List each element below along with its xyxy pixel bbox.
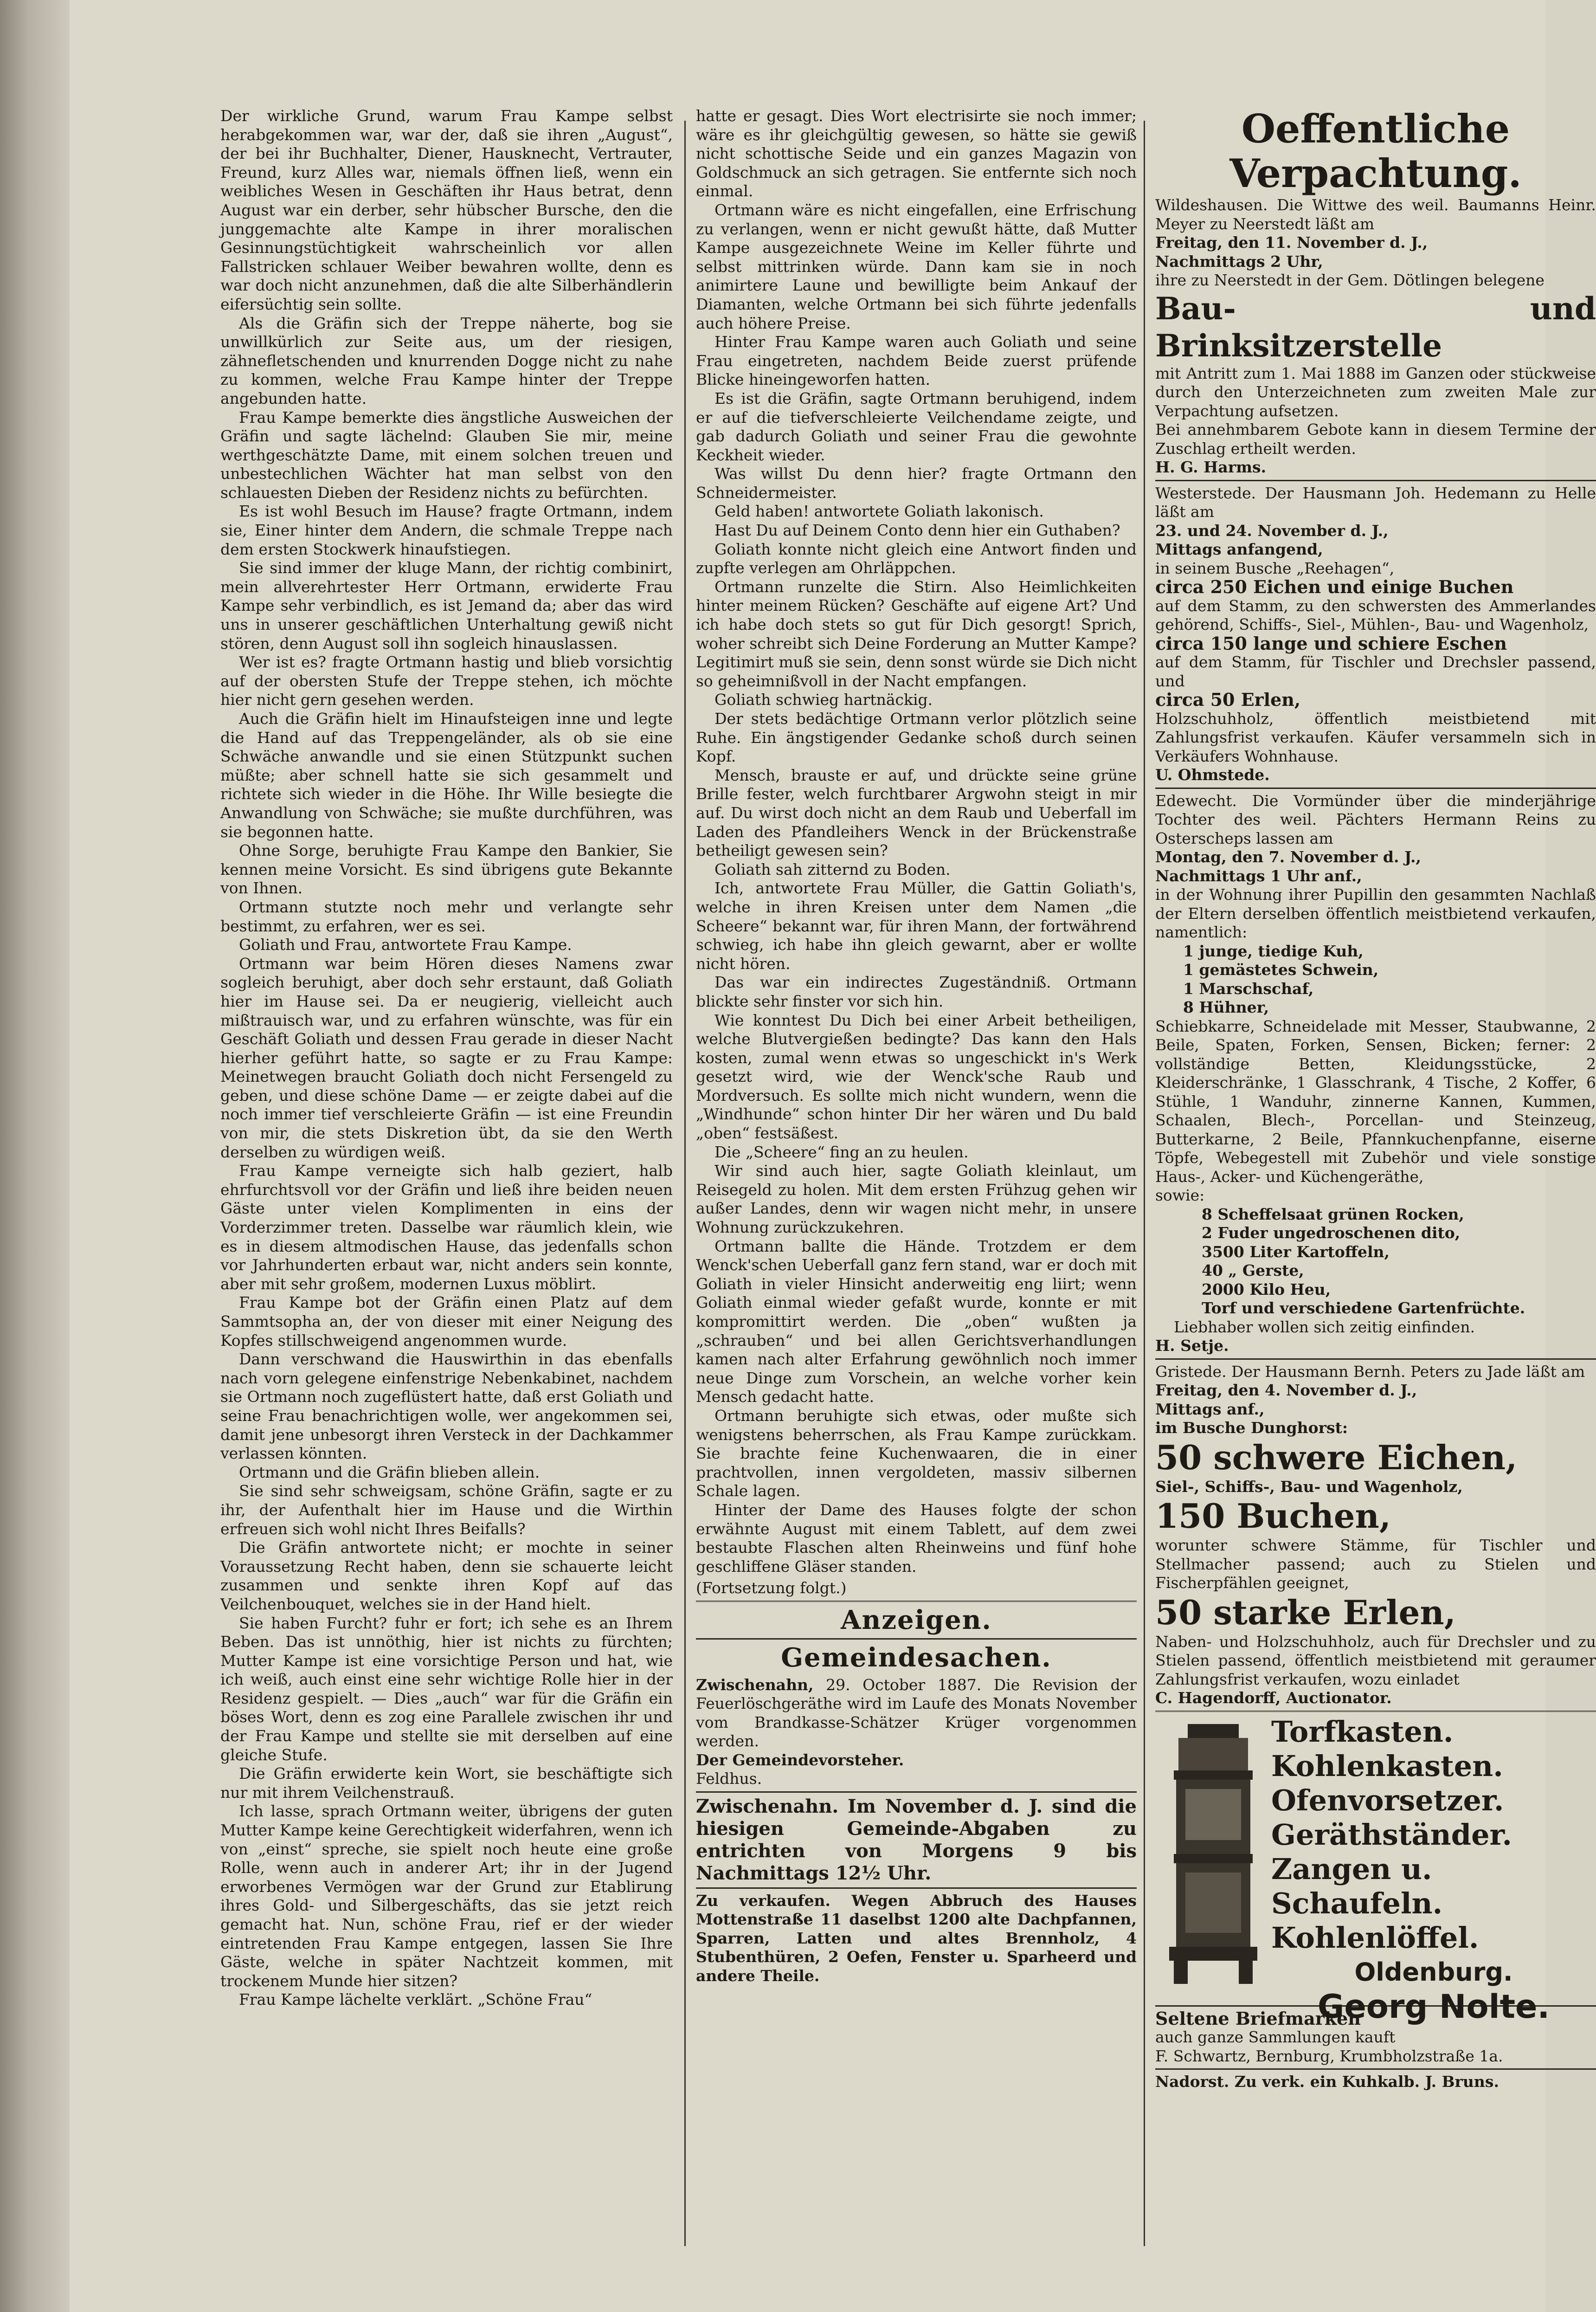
section-divider <box>696 1638 1137 1640</box>
ad-mid: in der Wohnung ihrer Pupillin den gesammten Nachlaß der Eltern derselben öffentlich meistbietend verkaufen, namentlich: <box>1155 885 1596 941</box>
ad-address: F. Schwartz, Bernburg, Krumbholzstraße 1a. <box>1155 2047 1503 2065</box>
story-paragraph: Die „Scheere“ fing an zu heulen. <box>714 1143 969 1161</box>
ad-body: Schiebkarre, Schneidelade mit Messer, Staubwanne, 2 Beile, Spaten, Forken, Sensen, Bicken; ferner: 2 vollständige Betten, Kleidungsstücke, 2 Kleiderschränke, 1 Glasschrank, 4 Tische, 2 Koffer, 6 Stühle, 1 Wanduhr, zinnerne Kannen, Kummen, Schaalen, Blech-, Porcellan- und Steinzeug, Butterkarne, 2 Beile, Pfannkuchenpfanne, eiserne Töpfe, Webegestell mit Zubehör und viele sonstige Haus-, Acker- und Küchengeräthe, <box>1155 1017 1596 1186</box>
story-paragraph: Mensch, brauste er auf, und drückte seine grüne Brille fester, welch furchtbarer Argwohn steigt in mir auf. Du wirst doch nicht an dem Raub und Ueberfall im Laden des Pfandleihers Wenck in der Brückenstraße betheiligt gewesen sein? <box>696 766 1137 860</box>
ad-item: 8 Scheffelsaat grünen Rocken, <box>1202 1205 1464 1223</box>
ad-item: circa 150 lange und schiere Eschen <box>1155 633 1507 654</box>
ad-signature-name: Feldhus. <box>696 1770 762 1788</box>
ad-lead: Gristede. Der Hausmann Bernh. Peters zu Jade läßt am <box>1155 1362 1585 1381</box>
ad-item-detail: worunter schwere Stämme, für Tischler und Stellmacher passend; auch zu Stielen und Fischerpfählen geeignet, <box>1155 1536 1596 1592</box>
column-divider <box>1144 121 1145 2246</box>
story-paragraph: Goliath sah zitternd zu Boden. <box>714 860 951 878</box>
ad-item-detail: Holzschuhholz, öffentlich meistbietend mit Zahlungsfrist verkaufen. Käufer versammeln sich in Verkäufers Wohnhause. <box>1155 709 1596 765</box>
ad-signature: H. Setje. <box>1155 1337 1229 1355</box>
section-divider <box>696 1601 1137 1602</box>
ad-time: Nachmittags 1 Uhr anf., <box>1155 866 1362 885</box>
story-paragraph: Ich, antwortete Frau Müller, die Gattin Goliath's, welche in ihren Kreisen unter dem Namen „die Scheere“ bekannt war, für ihren Mann, der fortwährend schwieg, ich habe ihn gleich gewarnt, aber er wollte nicht hören. <box>696 879 1137 973</box>
story-paragraph: Frau Kampe verneigte sich halb geziert, halb ehrfurchtsvoll vor der Gräfin und ließ ihre beiden neuen Gäste unter vielen Komplimenten in eins der Vorderzimmer treten. Dasselbe war räumlich klein, wie es in diesem altmodischen Hause, das jedenfalls schon vor Jahrhunderten erbaut war, nicht anders sein konnte, aber mit sehr großem, modernen Luxus möblirt. <box>220 1162 673 1293</box>
ad-title: Bau- und Brinksitzerstelle <box>1155 290 1596 364</box>
ad-text: Zu verkaufen. Wegen Abbruch des Hauses Mottenstraße 11 daselbst 1200 alte Dachpfannen, Sparren, Latten und altes Brennholz, 4 Stubenthüren, 2 Oefen, Fenster u. Sparheerd und andere Theile. <box>696 1891 1137 1985</box>
ad-item: 3500 Liter Kartoffeln, <box>1202 1242 1390 1261</box>
story-paragraph: Dann verschwand die Hauswirthin in das ebenfalls nach vorn gelegene einfenstrige Nebenkabinet, nachdem sie Ortmann noch zugeflüstert hatte, daß erst Goliath und seine Frau benachrichtigen wolle, wer angekommen sei, damit jene unbesorgt ihren Versteck in der Dachkammer verlassen könnten. <box>220 1350 673 1463</box>
ad-lead: Westerstede. Der Hausmann Joh. Hedemann zu Helle läßt am <box>1155 484 1596 521</box>
ad-date: Freitag, den 11. November d. J., <box>1155 233 1428 252</box>
newspaper-page <box>70 0 1596 2312</box>
ad-divider <box>1155 2068 1596 2070</box>
ad-time: Nachmittags 2 Uhr, <box>1155 252 1323 271</box>
ad-place: Zwischenahn, <box>696 1675 814 1694</box>
ad-divider <box>1155 1711 1596 1712</box>
ad-big-item: 50 starke Erlen, <box>1155 1592 1456 1632</box>
continuation-note: (Fortsetzung folgt.) <box>696 1579 847 1597</box>
ad-item: Torf und verschiedene Gartenfrüchte. <box>1202 1299 1525 1317</box>
ad-item: 1 junge, tiedige Kuh, <box>1183 942 1364 960</box>
story-paragraph: Ortmann und die Gräfin blieben allein. <box>239 1463 540 1481</box>
story-paragraph: Hinter der Dame des Hauses folgte der schon erwähnte August mit einem Tablett, auf dem zwei bestaubte Flaschen alten Rheinweins und fünf hohe geschliffene Gläser standen. <box>696 1500 1137 1576</box>
ad-item: 1 Marschschaf, <box>1183 979 1314 998</box>
ad-divider <box>1155 788 1596 789</box>
ad-text: 29. October 1887. Die Revision der Feuerlöschgeräthe wird im Laufe des Monats November vom Brandkasse-Schätzer Krüger vorgenommen werden. <box>696 1675 1137 1750</box>
story-paragraph: Hinter Frau Kampe waren auch Goliath und seine Frau eingetreten, nachdem Beide zuerst prüfende Blicke hineingeworfen hatten. <box>696 333 1137 389</box>
story-paragraph: Als die Gräfin sich der Treppe näherte, bog sie unwillkürlich zur Seite aus, um der riesigen, zähnefletschenden und knurrenden Dogge nicht zu nahe zu kommen, welche Frau Kampe hinter der Treppe angebunden hatte. <box>220 314 673 407</box>
ad-divider <box>1155 480 1596 481</box>
story-paragraph: Ortmann stutzte noch mehr und verlangte sehr bestimmt, zu erfahren, wer es sei. <box>220 898 673 935</box>
story-paragraph: hatte er gesagt. Dies Wort electrisirte sie noch immer; wäre es ihr gleichgültig gewesen, so hätte sie gewiß nicht schottische Seide und ein ganzes Magazin von Goldschmuck an sich getragen. Sie entfernte sich noch einmal. <box>696 107 1137 200</box>
story-paragraph: Ortmann beruhigte sich etwas, oder mußte sich wenigstens beherrschen, als Frau Kampe zurückkam. Sie brachte feine Kuchenwaaren, die in einer prachtvollen, innen vergoldeten, massiv silbernen Schale lagen. <box>696 1406 1137 1500</box>
stove-ad-line: Kohlenlöffel. <box>1271 1920 1479 1955</box>
story-paragraph: Wie konntest Du Dich bei einer Arbeit betheiligen, welche Blutvergießen bedingte? Das kann den Hals kosten, zumal wenn etwas so ungeschickt in's Werk gesetzt wird, wie der Wenck'sche Raub und Mordversuch. Es sollte mich nicht wundern, wenn die „Windhunde“ schon hinter Dir her wären und Du bald „oben“ festsäßest. <box>696 1011 1137 1143</box>
ad-divider <box>696 1791 1137 1793</box>
ad-edewecht <box>1155 792 1596 1356</box>
ad-item: circa 50 Erlen, <box>1155 689 1301 710</box>
stove-ad-city: Oldenburg. <box>1354 1957 1513 1987</box>
story-paragraph: Hast Du auf Deinem Conto denn hier ein Guthaben? <box>714 521 1120 540</box>
ad-divider <box>1155 1358 1596 1360</box>
stove-ad-line: Geräthständer. <box>1271 1817 1512 1852</box>
anzeigen-heading: Anzeigen. <box>841 1604 992 1635</box>
ad-big-item: 150 Buchen, <box>1155 1496 1391 1536</box>
story-paragraph: Wir sind auch hier, sagte Goliath kleinlaut, um Reisegeld zu holen. Mit dem ersten Frühzug gehen wir außer Landes, denn wir wagen nicht mehr, in unsere Wohnung zurückzukehren. <box>696 1162 1137 1237</box>
ad-item: 1 gemästetes Schwein, <box>1183 961 1379 979</box>
kuhkalb-ad <box>1155 2073 1596 2092</box>
ad-lead: Wildeshausen. Die Wittwe des weil. Baumanns Heinr. Meyer zu Neerstedt läßt am <box>1155 196 1596 233</box>
ad-closing: Liebhaber wollen sich zeitig einfinden. <box>1174 1317 1475 1336</box>
ad-signature: U. Ohmstede. <box>1155 766 1270 784</box>
ad-title: Seltene Briefmarken <box>1155 2008 1361 2029</box>
ad-item-detail: Siel-, Schiffs-, Bau- und Wagenholz, <box>1155 1477 1463 1496</box>
ads-column <box>1155 107 1596 2306</box>
stove-ad-line: Ofenvorsetzer. <box>1271 1783 1504 1817</box>
ad-westerstede <box>1155 484 1596 785</box>
gemeinde-heading: Gemeindesachen. <box>781 1642 1052 1673</box>
story-paragraph: Geld haben! antwortete Goliath lakonisch. <box>714 502 1044 521</box>
book-binding-edge <box>0 0 70 2312</box>
ad-date: 23. und 24. November d. J., <box>1155 521 1389 540</box>
stove-illustration-icon <box>1160 1724 1267 1984</box>
story-paragraph: Frau Kampe bemerkte dies ängstliche Ausweichen der Gräfin und sagte lächelnd: Glauben Sie mir, meine werthgeschätzte Dame, mit einem solchen treuen und unbestechlichen Wächter hat man selbst von den schlauesten Dieben der Residenz nichts zu befürchten. <box>220 408 673 502</box>
gemeinde-ad <box>696 1676 1137 1789</box>
ad-body: Bei annehmbarem Gebote kann in diesem Termine der Zuschlag ertheilt werden. <box>1155 420 1596 458</box>
ad-item: 8 Hühner, <box>1183 998 1269 1016</box>
verkauf-ad <box>696 1892 1137 1986</box>
story-paragraph: Der wirkliche Grund, warum Frau Kampe selbst herabgekommen war, war der, daß sie ihren „August“, der bei ihr Buchhalter, Diener, Hausknecht, Vertrauter, Freund, kurz Alles war, niemals öffnen ließ, wenn ein weibliches Wesen in Geschäften ihr Haus betrat, denn August war ein derber, sehr hübscher Bursche, den die junggemachte alte Kampe in ihrer moralischen Gesinnungstüchtigkeit wahrscheinlich vor allen Fallstricken schlauer Weiber bewahren wollte, denn es war doch nicht anzunehmen, daß die alte Silberhändlerin eifersüchtig sein sollte. <box>220 107 673 313</box>
stove-ad-line: Zangen u. Schaufeln. <box>1271 1852 1443 1920</box>
ad-item: 40 „ Gerste, <box>1202 1261 1304 1279</box>
story-paragraph: Ich lasse, sprach Ortmann weiter, übrigens der guten Mutter Kampe keine Gerechtigkeit widerfahren, wenn ich von „einst“ spreche, sie spielt noch heute eine große Rolle, wenn auch in anderer Art; ihr in der Jugend erworbenes Vermögen war der Grund zur Etablirung ihres Gold- und Silbergeschäfts, das sie jetzt reich gemacht hat. Nun, schöne Frau, rief er der wieder eintretenden Frau Kampe entgegen, lassen Sie Ihre Gäste, welche in später Nachtzeit kommen, mit trockenem Munde hier sitzen? <box>220 1802 673 1990</box>
ad-signature: C. Hagendorff, Auctionator. <box>1155 1689 1392 1707</box>
ad-item: 2 Fuder ungedroschenen dito, <box>1202 1224 1461 1242</box>
ad-time: Mittags anf., <box>1155 1400 1265 1418</box>
story-paragraph: Das war ein indirectes Zugeständniß. Ortmann blickte sehr finster vor sich hin. <box>696 973 1137 1010</box>
ad-mid: ihre zu Neerstedt in der Gem. Dötlingen belegene <box>1155 271 1545 289</box>
story-paragraph: Was willst Du denn hier? fragte Ortmann den Schneidermeister. <box>696 465 1137 502</box>
ad-item: 2000 Kilo Heu, <box>1202 1280 1331 1298</box>
ad-item-detail: auf dem Stamm, für Tischler und Drechsler passend, und <box>1155 653 1596 690</box>
ad-location: im Busche Dunghorst: <box>1155 1419 1348 1437</box>
ad-divider <box>696 1887 1137 1889</box>
story-paragraph: Ortmann ballte die Hände. Trotzdem er dem Wenck'schen Ueberfall ganz fern stand, war er doch mit Goliath in vieler Hinsicht anderweitig eng liirt; wenn Goliath einmal wieder gefaßt wurde, konnte er mit kompromittirt werden. Die „oben“ wußten ja „schrauben“ und bei allen Gerichtsverhandlungen kamen nach alter Erfahrung gewöhnlich noch immer neue Dinge zum Vorschein, an welche vorher kein Mensch gedacht hatte. <box>696 1237 1137 1406</box>
story-paragraph: Wer ist es? fragte Ortmann hastig und blieb vorsichtig auf der obersten Stufe der Treppe stehen, ich möchte hier nicht gern gesehen werden. <box>220 653 673 709</box>
story-paragraph: Die Gräfin antwortete nicht; er mochte in seiner Voraussetzung Recht haben, denn sie schauerte leicht zusammen und senkte ihren Kopf auf das Veilchenbouquet, welches sie in der Hand hielt. <box>220 1538 673 1613</box>
story-paragraph: Goliath und Frau, antwortete Frau Kampe. <box>239 936 572 954</box>
story-paragraph: Sie sind sehr schweigsam, schöne Gräfin, sagte er zu ihr, der Aufenthalt hier im Hause und die Wirthin erfreuen sich wohl nicht Ihres Beifalls? <box>220 1482 673 1538</box>
ad-item: circa 250 Eichen und einige Buchen <box>1155 576 1514 597</box>
story-paragraph: Goliath schwieg hartnäckig. <box>714 691 933 709</box>
story-paragraph: Es ist die Gräfin, sagte Ortmann beruhigend, indem er auf die tiefverschleierte Veilchendame zeigte, und gab dadurch Goliath und seiner Frau die gewohnte Keckheit wieder. <box>696 389 1137 464</box>
ad-text: Zwischenahn. Im November d. J. sind die hiesigen Gemeinde-Abgaben zu entrichten von Morgens 9 bis Nachmittags 12½ Uhr. <box>696 1795 1137 1884</box>
story-paragraph: Ortmann war beim Hören dieses Namens zwar sogleich beruhigt, aber doch sehr erstaunt, daß Goliath hier im Hause sei. Da er neugierig, vielleicht auch mißtrauisch war, und zu erfahren wünschte, was für ein Geschäft Goliath und dessen Frau gerade in dieser Nacht hierher geführt hatte, so sagte er zu Frau Kampe: Meinetwegen braucht Goliath doch nicht Fersengeld zu geben, und diese schöne Dame — er zeigte dabei auf die noch immer tief verschleierte Gräfin — ist eine Freundin von mir, die stets Diskretion übt, da sie den Werth derselben zu würdigen weiß. <box>220 954 673 1161</box>
ad-sowie: sowie: <box>1155 1186 1205 1204</box>
ad-lead: Edewecht. Die Vormünder über die minderjährige Tochter des weil. Pächters Hermann Reins zu Osterscheps lassen am <box>1155 791 1596 847</box>
column-divider <box>684 121 686 2246</box>
ad-gristede <box>1155 1363 1596 1708</box>
ad-signature: Der Gemeindevorsteher. <box>696 1750 904 1769</box>
stove-ad-line: Torfkasten. <box>1271 1714 1454 1749</box>
ad-date: Montag, den 7. November d. J., <box>1155 848 1421 866</box>
verpachtung-heading: Oeffentliche Verpachtung. <box>1229 106 1522 196</box>
abgaben-ad <box>696 1795 1137 1885</box>
story-column-2 <box>696 107 1137 2306</box>
story-paragraph: Ortmann wäre es nicht eingefallen, eine Erfrischung zu verlangen, wenn er nicht gewußt hätte, daß Mutter Kampe ausgezeichnete Weine im Keller führte und selbst mittrinken würde. Dann kam sie in noch animirtere Laune und bewilligte beim Ankauf der Diamanten, welche Ortmann bei sich führte jedenfalls auch höhere Preise. <box>696 200 1137 332</box>
ad-text: Nadorst. Zu verk. ein Kuhkalb. J. Bruns. <box>1155 2073 1499 2091</box>
story-column-1 <box>220 107 673 2306</box>
ad-wildeshausen <box>1155 196 1596 477</box>
ad-big-item: 50 schwere Eichen, <box>1155 1437 1518 1477</box>
ad-location: in seinem Busche „Reehagen“, <box>1155 559 1395 577</box>
ad-item-detail: auf dem Stamm, zu den schwersten des Ammerlandes gehörend, Schiffs-, Siel-, Mühlen-, Bau- und Wagenholz, <box>1155 596 1596 633</box>
ad-text: auch ganze Sammlungen kauft <box>1155 2028 1396 2046</box>
stove-ad-line: Kohlenkasten. <box>1271 1749 1503 1783</box>
ad-time: Mittags anfangend, <box>1155 540 1323 558</box>
story-paragraph: Sie haben Furcht? fuhr er fort; ich sehe es an Ihrem Beben. Das ist unnöthig, hier ist nichts zu fürchten; Mutter Kampe ist eine vorsichtige Person und hat, wie ich weiß, auch einst eine sehr wichtige Rolle hier in der Residenz gespielt. — Dies „auch“ war für die Gräfin ein böses Wort, denn es zog eine Parallele zwischen ihr und der Frau Kampe und stellte sie mit derselben auf eine gleiche Stufe. <box>220 1614 673 1764</box>
story-paragraph: Auch die Gräfin hielt im Hinaufsteigen inne und legte die Hand auf das Treppengeländer, als ob sie eine Schwäche anwandle und sie einen Stützpunkt suchen müßte; aber schnell hatte sie sich gesammelt und richtete sich wieder in die Höhe. Ihr Wille besiegte die Anwandlung von Schwäche; sie mußte durchführen, was sie begonnen hatte. <box>220 710 673 841</box>
story-paragraph: Ohne Sorge, beruhigte Frau Kampe den Bankier, Sie kennen meine Vorsicht. Es sind übrigens gute Bekannte von Ihnen. <box>220 841 673 898</box>
ad-body: mit Antritt zum 1. Mai 1888 im Ganzen oder stückweise durch den Unterzeichneten zum zweiten Male zur Verpachtung aufsetzen. <box>1155 364 1596 420</box>
story-paragraph: Goliath konnte nicht gleich eine Antwort finden und zupfte verlegen am Ohrläppchen. <box>696 540 1137 577</box>
ad-date: Freitag, den 4. November d. J., <box>1155 1381 1417 1399</box>
story-paragraph: Sie sind immer der kluge Mann, der richtig combinirt, mein allverehrtester Herr Ortmann, erwiderte Frau Kampe sehr verbindlich, es ist Jemand da; aber das wird uns in unserer geschäftlichen Unterhaltung gewiß nicht stören, denn August soll ihn sogleich hinauslassen. <box>220 559 673 652</box>
stove-ad-text <box>1271 1715 1596 2024</box>
ad-signature: H. G. Harms. <box>1155 458 1267 476</box>
story-paragraph: Der stets bedächtige Ortmann verlor plötzlich seine Ruhe. Ein ängstigender Gedanke schoß durch seinen Kopf. <box>696 710 1137 766</box>
story-paragraph: Es ist wohl Besuch im Hause? fragte Ortmann, indem sie, Einer hinter dem Andern, die schmale Treppe nach dem ersten Stockwerk hinaufstiegen. <box>220 502 673 558</box>
story-paragraph: Frau Kampe lächelte verklärt. „Schöne Frau“ <box>239 1990 592 2009</box>
story-paragraph: Die Gräfin erwiderte kein Wort, sie beschäftigte sich nur mit ihrem Veilchenstrauß. <box>220 1764 673 1802</box>
stove-ad-merchant: Georg Nolte. <box>1317 1987 1550 2026</box>
story-paragraph: Ortmann runzelte die Stirn. Also Heimlichkeiten hinter meinem Rücken? Geschäfte auf eigene Art? Und ich habe doch stets so gut für Dich gesorgt! Sprich, woher schreibt sich Deine Forderung an Mutter Kampe? Legitimirt muß sie sein, denn sonst würde sie Dich nicht so geheimnißvoll in der Nacht empfangen. <box>696 577 1137 690</box>
story-paragraph: Frau Kampe bot der Gräfin einen Platz auf dem Sammtsopha an, der von dieser mit einer Neigung des Kopfes stillschweigend angenommen wurde. <box>220 1293 673 1350</box>
ad-item-detail: Naben- und Holzschuhholz, auch für Drechsler und zu Stielen passend, öffentlich meistbietend mit geraumer Zahlungsfrist verkaufen, wozu einladet <box>1155 1632 1596 1688</box>
